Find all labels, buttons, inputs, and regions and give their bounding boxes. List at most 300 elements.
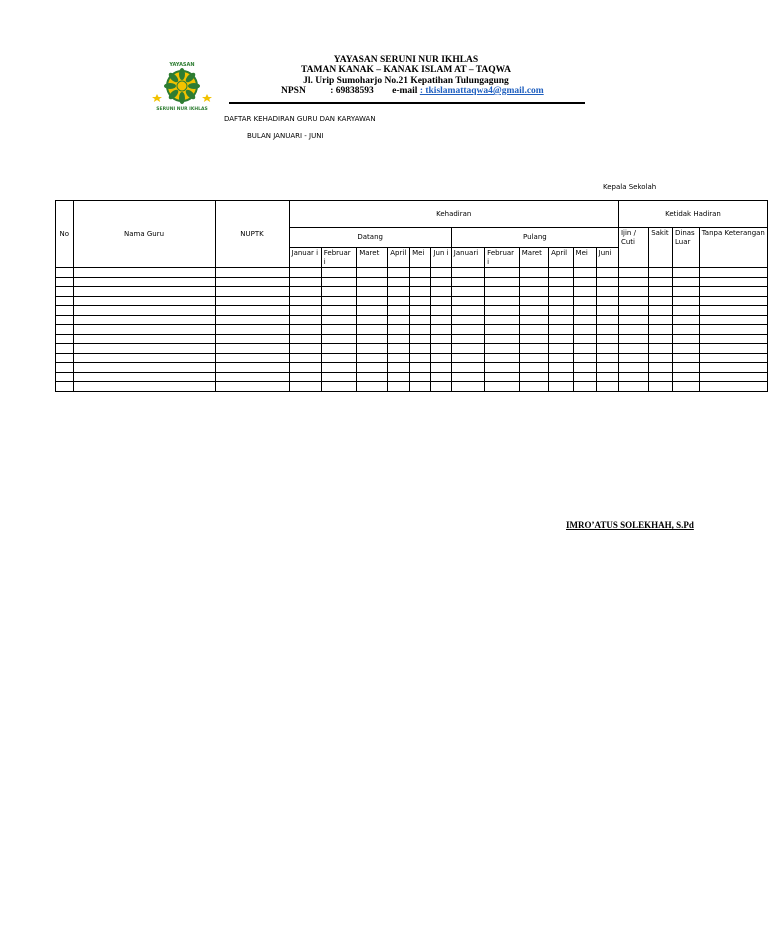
table-cell[interactable] bbox=[519, 363, 548, 373]
table-cell[interactable] bbox=[289, 287, 321, 297]
table-cell[interactable] bbox=[573, 296, 596, 306]
table-cell[interactable] bbox=[410, 277, 431, 287]
table-cell[interactable] bbox=[73, 334, 215, 344]
npsn-line bbox=[281, 86, 544, 96]
table-cell[interactable] bbox=[451, 325, 484, 335]
logo-emblem-icon bbox=[152, 68, 212, 104]
table-cell[interactable] bbox=[673, 353, 700, 363]
table-cell[interactable] bbox=[388, 315, 410, 325]
table-cell[interactable] bbox=[56, 372, 74, 382]
table-cell[interactable] bbox=[357, 363, 388, 373]
table-cell[interactable] bbox=[549, 296, 573, 306]
table-cell[interactable] bbox=[596, 325, 618, 335]
table-cell[interactable] bbox=[431, 382, 451, 392]
table-row bbox=[56, 296, 768, 306]
table-row bbox=[56, 306, 768, 316]
table-cell[interactable] bbox=[451, 268, 484, 278]
email-link[interactable]: : tkislamattaqwa4@gmail.com bbox=[419, 86, 544, 96]
table-cell[interactable] bbox=[649, 287, 673, 297]
table-cell[interactable] bbox=[549, 363, 573, 373]
table-cell[interactable] bbox=[73, 382, 215, 392]
table-cell[interactable] bbox=[321, 325, 356, 335]
table-cell[interactable] bbox=[215, 334, 289, 344]
school-address: Jl. Urip Sumoharjo No.21 Kepatihan Tulungagung bbox=[303, 76, 509, 86]
table-cell[interactable] bbox=[388, 334, 410, 344]
table-cell[interactable] bbox=[485, 353, 520, 363]
table-cell[interactable] bbox=[519, 287, 548, 297]
table-cell[interactable] bbox=[699, 334, 767, 344]
table-cell[interactable] bbox=[549, 315, 573, 325]
table-cell[interactable] bbox=[649, 382, 673, 392]
table-cell[interactable] bbox=[357, 315, 388, 325]
header-absence-type: Dinas Luar bbox=[673, 228, 700, 268]
table-cell[interactable] bbox=[321, 315, 356, 325]
table-cell[interactable] bbox=[410, 372, 431, 382]
table-cell[interactable] bbox=[56, 268, 74, 278]
table-cell[interactable] bbox=[431, 344, 451, 354]
header-leave-month: Februar i bbox=[485, 248, 520, 268]
table-cell[interactable] bbox=[410, 382, 431, 392]
table-cell[interactable] bbox=[431, 296, 451, 306]
header-leave: Pulang bbox=[451, 228, 618, 248]
table-cell[interactable] bbox=[519, 382, 548, 392]
table-cell[interactable] bbox=[388, 353, 410, 363]
table-cell[interactable] bbox=[357, 277, 388, 287]
table-cell[interactable] bbox=[321, 344, 356, 354]
table-cell[interactable] bbox=[549, 306, 573, 316]
table-cell[interactable] bbox=[357, 287, 388, 297]
table-cell[interactable] bbox=[73, 287, 215, 297]
document-subtitle: BULAN JANUARI - JUNI bbox=[247, 132, 324, 140]
table-cell[interactable] bbox=[73, 353, 215, 363]
table-cell[interactable] bbox=[596, 363, 618, 373]
logo-bottom-text: SERUNI NUR IKHLAS bbox=[156, 107, 208, 112]
table-cell[interactable] bbox=[451, 277, 484, 287]
table-cell[interactable] bbox=[573, 287, 596, 297]
table-cell[interactable] bbox=[388, 344, 410, 354]
table-cell[interactable] bbox=[485, 334, 520, 344]
table-cell[interactable] bbox=[596, 372, 618, 382]
table-cell[interactable] bbox=[573, 382, 596, 392]
table-cell[interactable] bbox=[618, 382, 648, 392]
table-cell[interactable] bbox=[596, 334, 618, 344]
table-cell[interactable] bbox=[549, 353, 573, 363]
header-arrive-month: Januar i bbox=[289, 248, 321, 268]
table-cell[interactable] bbox=[699, 277, 767, 287]
table-cell[interactable] bbox=[673, 334, 700, 344]
table-cell[interactable] bbox=[618, 353, 648, 363]
table-cell[interactable] bbox=[673, 306, 700, 316]
table-cell[interactable] bbox=[321, 277, 356, 287]
table-cell[interactable] bbox=[388, 268, 410, 278]
header-leave-month: April bbox=[549, 248, 573, 268]
table-cell[interactable] bbox=[699, 315, 767, 325]
foundation-name: YAYASAN SERUNI NUR IKHLAS bbox=[333, 55, 479, 65]
table-cell[interactable] bbox=[289, 296, 321, 306]
table-cell[interactable] bbox=[388, 296, 410, 306]
table-cell[interactable] bbox=[357, 344, 388, 354]
table-cell[interactable] bbox=[485, 315, 520, 325]
header-leave-month: Januari bbox=[451, 248, 484, 268]
table-cell[interactable] bbox=[431, 268, 451, 278]
table-cell[interactable] bbox=[289, 268, 321, 278]
table-cell[interactable] bbox=[519, 315, 548, 325]
table-cell[interactable] bbox=[618, 334, 648, 344]
table-cell[interactable] bbox=[451, 382, 484, 392]
table-cell[interactable] bbox=[388, 382, 410, 392]
table-cell[interactable] bbox=[451, 334, 484, 344]
table-cell[interactable] bbox=[649, 296, 673, 306]
table-cell[interactable] bbox=[699, 296, 767, 306]
table-cell[interactable] bbox=[573, 325, 596, 335]
table-cell[interactable] bbox=[618, 363, 648, 373]
table-cell[interactable] bbox=[618, 306, 648, 316]
table-cell[interactable] bbox=[596, 353, 618, 363]
table-row bbox=[56, 334, 768, 344]
table-cell[interactable] bbox=[485, 382, 520, 392]
table-cell[interactable] bbox=[215, 306, 289, 316]
table-cell[interactable] bbox=[573, 268, 596, 278]
table-cell[interactable] bbox=[596, 277, 618, 287]
table-cell[interactable] bbox=[215, 353, 289, 363]
table-cell[interactable] bbox=[410, 296, 431, 306]
letterhead-divider bbox=[229, 102, 585, 104]
table-cell[interactable] bbox=[73, 296, 215, 306]
table-cell[interactable] bbox=[289, 344, 321, 354]
table-cell[interactable] bbox=[215, 268, 289, 278]
header-absence-type: Tanpa Keterangan bbox=[699, 228, 767, 268]
table-cell[interactable] bbox=[519, 277, 548, 287]
table-cell[interactable] bbox=[215, 277, 289, 287]
table-cell[interactable] bbox=[357, 296, 388, 306]
table-cell[interactable] bbox=[618, 325, 648, 335]
table-cell[interactable] bbox=[649, 277, 673, 287]
table-cell[interactable] bbox=[56, 306, 74, 316]
table-cell[interactable] bbox=[519, 353, 548, 363]
table-cell[interactable] bbox=[699, 306, 767, 316]
table-cell[interactable] bbox=[649, 353, 673, 363]
signer-name: IMRO’ATUS SOLEKHAH, S.Pd bbox=[566, 520, 694, 530]
table-cell[interactable] bbox=[699, 353, 767, 363]
foundation-logo bbox=[152, 58, 212, 112]
table-cell[interactable] bbox=[596, 287, 618, 297]
table-cell[interactable] bbox=[673, 382, 700, 392]
header-absent-group: Ketidak Hadiran bbox=[618, 201, 767, 228]
table-cell[interactable] bbox=[289, 334, 321, 344]
table-cell[interactable] bbox=[56, 296, 74, 306]
table-cell[interactable] bbox=[699, 268, 767, 278]
table-cell[interactable] bbox=[673, 363, 700, 373]
table-row bbox=[56, 325, 768, 335]
table-cell[interactable] bbox=[431, 306, 451, 316]
table-cell[interactable] bbox=[321, 353, 356, 363]
table-cell[interactable] bbox=[649, 306, 673, 316]
table-row bbox=[56, 287, 768, 297]
table-cell[interactable] bbox=[388, 372, 410, 382]
table-cell[interactable] bbox=[549, 334, 573, 344]
table-cell[interactable] bbox=[699, 344, 767, 354]
table-cell[interactable] bbox=[673, 344, 700, 354]
table-cell[interactable] bbox=[618, 287, 648, 297]
table-cell[interactable] bbox=[519, 334, 548, 344]
table-cell[interactable] bbox=[215, 382, 289, 392]
header-arrive: Datang bbox=[289, 228, 451, 248]
table-cell[interactable] bbox=[289, 382, 321, 392]
table-cell[interactable] bbox=[673, 277, 700, 287]
table-cell[interactable] bbox=[56, 325, 74, 335]
header-arrive-month: April bbox=[388, 248, 410, 268]
table-cell[interactable] bbox=[321, 296, 356, 306]
email-label: e-mail bbox=[392, 86, 420, 96]
table-cell[interactable] bbox=[485, 372, 520, 382]
table-cell[interactable] bbox=[73, 306, 215, 316]
table-cell[interactable] bbox=[388, 306, 410, 316]
table-cell[interactable] bbox=[73, 372, 215, 382]
header-present-group: Kehadiran bbox=[289, 201, 618, 228]
table-cell[interactable] bbox=[673, 315, 700, 325]
table-cell[interactable] bbox=[596, 344, 618, 354]
table-cell[interactable] bbox=[519, 344, 548, 354]
table-cell[interactable] bbox=[485, 325, 520, 335]
table-cell[interactable] bbox=[431, 277, 451, 287]
table-cell[interactable] bbox=[573, 306, 596, 316]
table-cell[interactable] bbox=[519, 296, 548, 306]
table-cell[interactable] bbox=[649, 334, 673, 344]
table-cell[interactable] bbox=[289, 363, 321, 373]
logo-top-text: YAYASAN bbox=[169, 62, 195, 68]
table-cell[interactable] bbox=[431, 353, 451, 363]
table-cell[interactable] bbox=[388, 277, 410, 287]
table-cell[interactable] bbox=[485, 296, 520, 306]
npsn-value: : 69838593 bbox=[330, 86, 374, 96]
table-cell[interactable] bbox=[388, 325, 410, 335]
table-cell[interactable] bbox=[410, 353, 431, 363]
header-arrive-month: Jun i bbox=[431, 248, 451, 268]
table-cell[interactable] bbox=[596, 382, 618, 392]
table-row bbox=[56, 372, 768, 382]
table-cell[interactable] bbox=[56, 287, 74, 297]
table-cell[interactable] bbox=[618, 372, 648, 382]
table-cell[interactable] bbox=[215, 372, 289, 382]
header-leave-month: Juni bbox=[596, 248, 618, 268]
table-cell[interactable] bbox=[431, 372, 451, 382]
table-cell[interactable] bbox=[699, 372, 767, 382]
table-cell[interactable] bbox=[410, 363, 431, 373]
attendance-table bbox=[55, 200, 768, 392]
table-cell[interactable] bbox=[321, 306, 356, 316]
table-cell[interactable] bbox=[321, 363, 356, 373]
table-cell[interactable] bbox=[618, 344, 648, 354]
table-cell[interactable] bbox=[673, 268, 700, 278]
table-cell[interactable] bbox=[485, 344, 520, 354]
table-cell[interactable] bbox=[519, 306, 548, 316]
table-cell[interactable] bbox=[699, 363, 767, 373]
table-cell[interactable] bbox=[451, 287, 484, 297]
table-cell[interactable] bbox=[451, 306, 484, 316]
table-cell[interactable] bbox=[73, 363, 215, 373]
table-cell[interactable] bbox=[73, 344, 215, 354]
table-cell[interactable] bbox=[519, 325, 548, 335]
header-leave-month: Maret bbox=[519, 248, 548, 268]
table-cell[interactable] bbox=[431, 315, 451, 325]
table-cell[interactable] bbox=[357, 372, 388, 382]
table-cell[interactable] bbox=[410, 315, 431, 325]
table-cell[interactable] bbox=[573, 315, 596, 325]
table-cell[interactable] bbox=[73, 315, 215, 325]
header-leave-month: Mei bbox=[573, 248, 596, 268]
table-cell[interactable] bbox=[573, 363, 596, 373]
header-arrive-month: Mei bbox=[410, 248, 431, 268]
document-title: DAFTAR KEHADIRAN GURU DAN KARYAWAN bbox=[224, 115, 376, 123]
table-cell[interactable] bbox=[289, 277, 321, 287]
table-cell[interactable] bbox=[549, 372, 573, 382]
table-cell[interactable] bbox=[699, 382, 767, 392]
table-cell[interactable] bbox=[410, 334, 431, 344]
table-cell[interactable] bbox=[485, 268, 520, 278]
table-cell[interactable] bbox=[573, 353, 596, 363]
table-cell[interactable] bbox=[596, 306, 618, 316]
table-row bbox=[56, 363, 768, 373]
table-cell[interactable] bbox=[485, 306, 520, 316]
table-cell[interactable] bbox=[549, 344, 573, 354]
table-cell[interactable] bbox=[410, 306, 431, 316]
table-cell[interactable] bbox=[56, 334, 74, 344]
table-cell[interactable] bbox=[699, 287, 767, 297]
table-cell[interactable] bbox=[56, 315, 74, 325]
header-absence-type: Sakit bbox=[649, 228, 673, 268]
table-cell[interactable] bbox=[289, 325, 321, 335]
table-cell[interactable] bbox=[321, 372, 356, 382]
table-cell[interactable] bbox=[451, 372, 484, 382]
table-cell[interactable] bbox=[485, 287, 520, 297]
table-cell[interactable] bbox=[596, 315, 618, 325]
table-cell[interactable] bbox=[289, 306, 321, 316]
table-cell[interactable] bbox=[321, 287, 356, 297]
table-cell[interactable] bbox=[410, 268, 431, 278]
attendance-table-body bbox=[56, 268, 768, 392]
table-cell[interactable] bbox=[673, 372, 700, 382]
header-nuptk: NUPTK bbox=[215, 201, 289, 268]
table-cell[interactable] bbox=[56, 353, 74, 363]
table-cell[interactable] bbox=[215, 287, 289, 297]
table-cell[interactable] bbox=[649, 268, 673, 278]
table-cell[interactable] bbox=[321, 268, 356, 278]
table-cell[interactable] bbox=[618, 315, 648, 325]
table-cell[interactable] bbox=[573, 372, 596, 382]
table-cell[interactable] bbox=[451, 296, 484, 306]
table-cell[interactable] bbox=[596, 268, 618, 278]
table-cell[interactable] bbox=[357, 325, 388, 335]
table-cell[interactable] bbox=[357, 353, 388, 363]
table-cell[interactable] bbox=[618, 268, 648, 278]
table-cell[interactable] bbox=[699, 325, 767, 335]
table-cell[interactable] bbox=[451, 344, 484, 354]
table-cell[interactable] bbox=[573, 344, 596, 354]
table-cell[interactable] bbox=[357, 382, 388, 392]
table-cell[interactable] bbox=[618, 296, 648, 306]
table-cell[interactable] bbox=[357, 334, 388, 344]
table-row bbox=[56, 315, 768, 325]
table-cell[interactable] bbox=[549, 268, 573, 278]
table-row bbox=[56, 344, 768, 354]
signer-title: Kepala Sekolah bbox=[603, 183, 657, 191]
table-cell[interactable] bbox=[289, 315, 321, 325]
table-cell[interactable] bbox=[388, 363, 410, 373]
table-cell[interactable] bbox=[410, 344, 431, 354]
table-cell[interactable] bbox=[549, 277, 573, 287]
table-cell[interactable] bbox=[649, 344, 673, 354]
table-cell[interactable] bbox=[431, 287, 451, 297]
table-cell[interactable] bbox=[649, 363, 673, 373]
table-cell[interactable] bbox=[289, 353, 321, 363]
header-arrive-month: Maret bbox=[357, 248, 388, 268]
table-cell[interactable] bbox=[410, 287, 431, 297]
table-cell[interactable] bbox=[649, 325, 673, 335]
table-cell[interactable] bbox=[215, 344, 289, 354]
table-row bbox=[56, 277, 768, 287]
table-cell[interactable] bbox=[410, 325, 431, 335]
table-cell[interactable] bbox=[73, 277, 215, 287]
table-cell[interactable] bbox=[673, 296, 700, 306]
table-cell[interactable] bbox=[215, 315, 289, 325]
table-cell[interactable] bbox=[451, 315, 484, 325]
table-cell[interactable] bbox=[73, 325, 215, 335]
table-cell[interactable] bbox=[549, 382, 573, 392]
table-cell[interactable] bbox=[649, 315, 673, 325]
table-cell[interactable] bbox=[519, 372, 548, 382]
table-row bbox=[56, 353, 768, 363]
table-cell[interactable] bbox=[451, 363, 484, 373]
table-cell[interactable] bbox=[56, 344, 74, 354]
table-cell[interactable] bbox=[431, 325, 451, 335]
table-row bbox=[56, 382, 768, 392]
table-cell[interactable] bbox=[431, 334, 451, 344]
table-cell[interactable] bbox=[673, 287, 700, 297]
table-cell[interactable] bbox=[431, 363, 451, 373]
table-cell[interactable] bbox=[673, 325, 700, 335]
table-cell[interactable] bbox=[357, 306, 388, 316]
table-row bbox=[56, 268, 768, 278]
table-cell[interactable] bbox=[321, 334, 356, 344]
table-cell[interactable] bbox=[215, 296, 289, 306]
table-cell[interactable] bbox=[451, 353, 484, 363]
table-cell[interactable] bbox=[357, 268, 388, 278]
table-cell[interactable] bbox=[519, 268, 548, 278]
table-cell[interactable] bbox=[215, 325, 289, 335]
table-cell[interactable] bbox=[485, 363, 520, 373]
table-cell[interactable] bbox=[573, 277, 596, 287]
table-cell[interactable] bbox=[56, 382, 74, 392]
table-cell[interactable] bbox=[549, 287, 573, 297]
table-cell[interactable] bbox=[485, 277, 520, 287]
table-cell[interactable] bbox=[289, 372, 321, 382]
table-cell[interactable] bbox=[388, 287, 410, 297]
header-absence-type: Ijin / Cuti bbox=[618, 228, 648, 268]
npsn-label: NPSN bbox=[281, 86, 306, 96]
table-cell[interactable] bbox=[56, 277, 74, 287]
header-arrive-month: Februar i bbox=[321, 248, 356, 268]
table-cell[interactable] bbox=[56, 363, 74, 373]
table-cell[interactable] bbox=[73, 268, 215, 278]
header-name: Nama Guru bbox=[73, 201, 215, 268]
table-cell[interactable] bbox=[321, 382, 356, 392]
table-cell[interactable] bbox=[649, 372, 673, 382]
table-cell[interactable] bbox=[215, 363, 289, 373]
table-cell[interactable] bbox=[549, 325, 573, 335]
table-cell[interactable] bbox=[596, 296, 618, 306]
table-cell[interactable] bbox=[618, 277, 648, 287]
table-cell[interactable] bbox=[573, 334, 596, 344]
